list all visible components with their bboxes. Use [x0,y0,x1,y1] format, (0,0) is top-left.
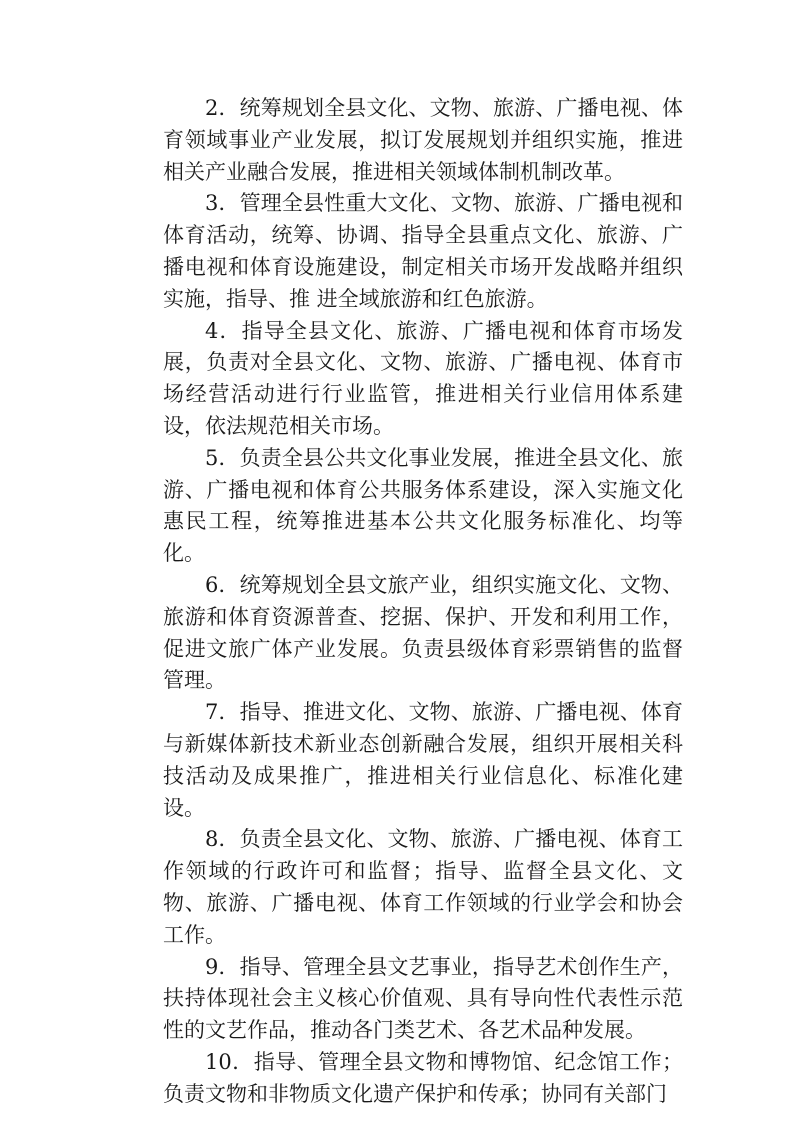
paragraph-item-8: 8．负责全县文化、文物、旅游、广播电视、体育工作领域的行政许可和监督；指导、监督全县文化、文物、旅游、广播电视、体育工作领域的行业学会和协会工作。 [163,827,683,947]
paragraph-item-7: 7．指导、推进文化、文物、旅游、广播电视、体育与新媒体新技术新业态创新融合发展，组织开展相关科技活动及成果推广，推进相关行业信息化、标准化建设。 [163,700,683,820]
paragraph-item-2: 2．统筹规划全县文化、文物、旅游、广播电视、体育领域事业产业发展，拟订发展规划并组织实施，推进相关产业融合发展，推进相关领域体制机制改革。 [163,96,683,184]
paragraph-item-3: 3．管理全县性重大文化、文物、旅游、广播电视和体育活动，统筹、协调、指导全县重点文化、旅游、广播电视和体育设施建设，制定相关市场开发战略并组织实施，指导、推 进全域旅游和红色旅游。 [163,191,683,311]
paragraph-item-5: 5．负责全县公共文化事业发展，推进全县文化、旅游、广播电视和体育公共服务体系建设，深入实施文化惠民工程，统筹推进基本公共文化服务标准化、均等化。 [163,445,683,566]
paragraph-item-4: 4．指导全县文化、旅游、广播电视和体育市场发展，负责对全县文化、文物、旅游、广播电视、体育市场经营活动进行行业监管，推进相关行业信用体系建设，依法规范相关市场。 [163,318,683,438]
paragraph-item-10: 10．指导、管理全县文物和博物馆、纪念馆工作；负责文物和非物质文化遗产保护和传承；协同有关部门 [163,1049,683,1106]
paragraph-item-9: 9．指导、管理全县文艺事业，指导艺术创作生产，扶持体现社会主义核心价值观、具有导向性代表性示范性的文艺作品，推动各门类艺术、各艺术品种发展。 [163,954,683,1043]
body-text [163,93,683,1111]
paragraph-item-6: 6．统筹规划全县文旅产业，组织实施文化、文物、旅游和体育资源普查、挖据、保护、开发和利用工作，促进文旅广体产业发展。负责县级体育彩票销售的监督管理。 [163,572,683,693]
